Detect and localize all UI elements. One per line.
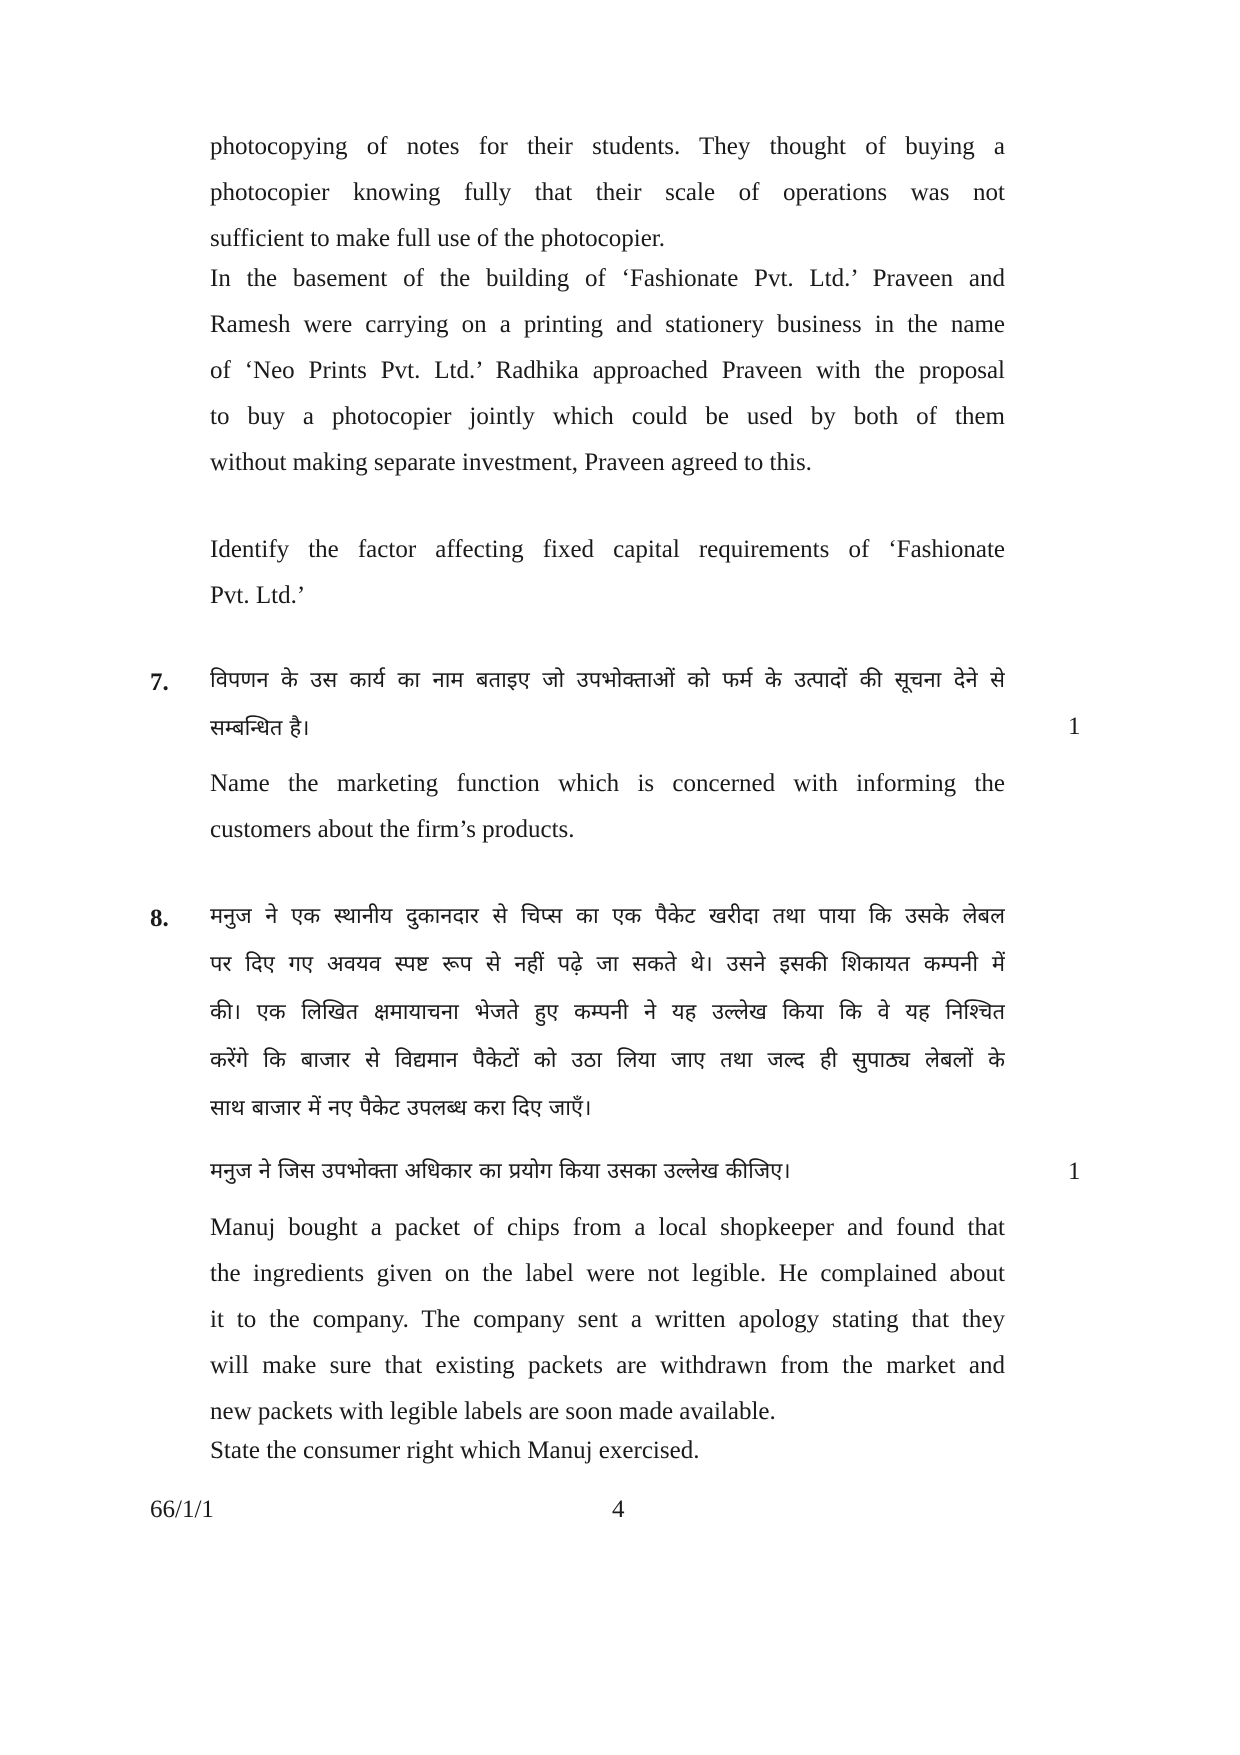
text-line: विपणन के उस कार्य का नाम बताइए जो उपभोक्ताओं को फर्म के उत्पादों की सूचना देने से <box>210 668 1005 693</box>
continuation-question <box>210 527 1005 619</box>
text-line: photocopying of notes for their students. They thought of buying a <box>210 133 1005 160</box>
text-line: साथ बाजार में नए पैकेट उपलब्ध करा दिए जाएँ। <box>210 1096 592 1121</box>
q8-hindi-question <box>210 1148 1005 1196</box>
text-line: sufficient to make full use of the photocopier. <box>210 225 665 252</box>
text-line: of ‘Neo Prints Pvt. Ltd.’ Radhika approached Praveen with the proposal <box>210 357 1005 384</box>
text-line: without making separate investment, Praveen agreed to this. <box>210 449 812 476</box>
text-line: पर दिए गए अवयव स्पष्ट रूप से नहीं पढ़े जा सकते थे। उसने इसकी शिकायत कम्पनी में <box>210 952 1005 977</box>
text-line: Manuj bought a packet of chips from a local shopkeeper and found that <box>210 1214 1005 1241</box>
q8-english-text <box>210 1205 1005 1435</box>
text-line: Pvt. Ltd.’ <box>210 582 306 609</box>
q7-marks: 1 <box>1068 713 1081 740</box>
q8-marks: 1 <box>1068 1158 1081 1185</box>
text-line: photocopier knowing fully that their scale of operations was not <box>210 179 1005 206</box>
text-line: it to the company. The company sent a written apology stating that they <box>210 1306 1005 1333</box>
text-line: will make sure that existing packets are withdrawn from the market and <box>210 1352 1005 1379</box>
text-line: customers about the firm’s products. <box>210 816 575 843</box>
paper-code: 66/1/1 <box>150 1496 214 1523</box>
q8-english-question <box>210 1428 1005 1474</box>
q7-english-text <box>210 761 1005 853</box>
text-line: In the basement of the building of ‘Fashionate Pvt. Ltd.’ Praveen and <box>210 265 1005 292</box>
question-number-7: 7. <box>150 669 169 696</box>
page-number: 4 <box>612 1496 625 1523</box>
text-line: the ingredients given on the label were not legible. He complained about <box>210 1260 1005 1287</box>
continuation-paragraph-2 <box>210 256 1005 486</box>
text-line: की। एक लिखित क्षमायाचना भेजते हुए कम्पनी ने यह उल्लेख किया कि वे यह निश्चित <box>210 1000 1005 1025</box>
text-line: करेंगे कि बाजार से विद्यमान पैकेटों को उठा लिया जाए तथा जल्द ही सुपाठ्य लेबलों के <box>210 1048 1005 1073</box>
text-line: सम्बन्धित है। <box>210 716 310 741</box>
text-line: Identify the factor affecting fixed capital requirements of ‘Fashionate <box>210 536 1005 563</box>
text-line: मनुज ने एक स्थानीय दुकानदार से चिप्स का एक पैकेट खरीदा तथा पाया कि उसके लेबल <box>210 904 1005 929</box>
text-line: Ramesh were carrying on a printing and stationery business in the name <box>210 311 1005 338</box>
text-line: मनुज ने जिस उपभोक्ता अधिकार का प्रयोग किया उसका उल्लेख कीजिए। <box>210 1159 791 1184</box>
continuation-paragraph-1 <box>210 124 1005 262</box>
text-line: to buy a photocopier jointly which could be used by both of them <box>210 403 1005 430</box>
q8-hindi-text <box>210 893 1005 1133</box>
q7-hindi-text <box>210 657 1005 753</box>
question-number-8: 8. <box>150 905 169 932</box>
text-line: new packets with legible labels are soon made available. <box>210 1398 776 1425</box>
text-line: Name the marketing function which is concerned with informing the <box>210 770 1005 797</box>
text-line: State the consumer right which Manuj exercised. <box>210 1437 700 1464</box>
